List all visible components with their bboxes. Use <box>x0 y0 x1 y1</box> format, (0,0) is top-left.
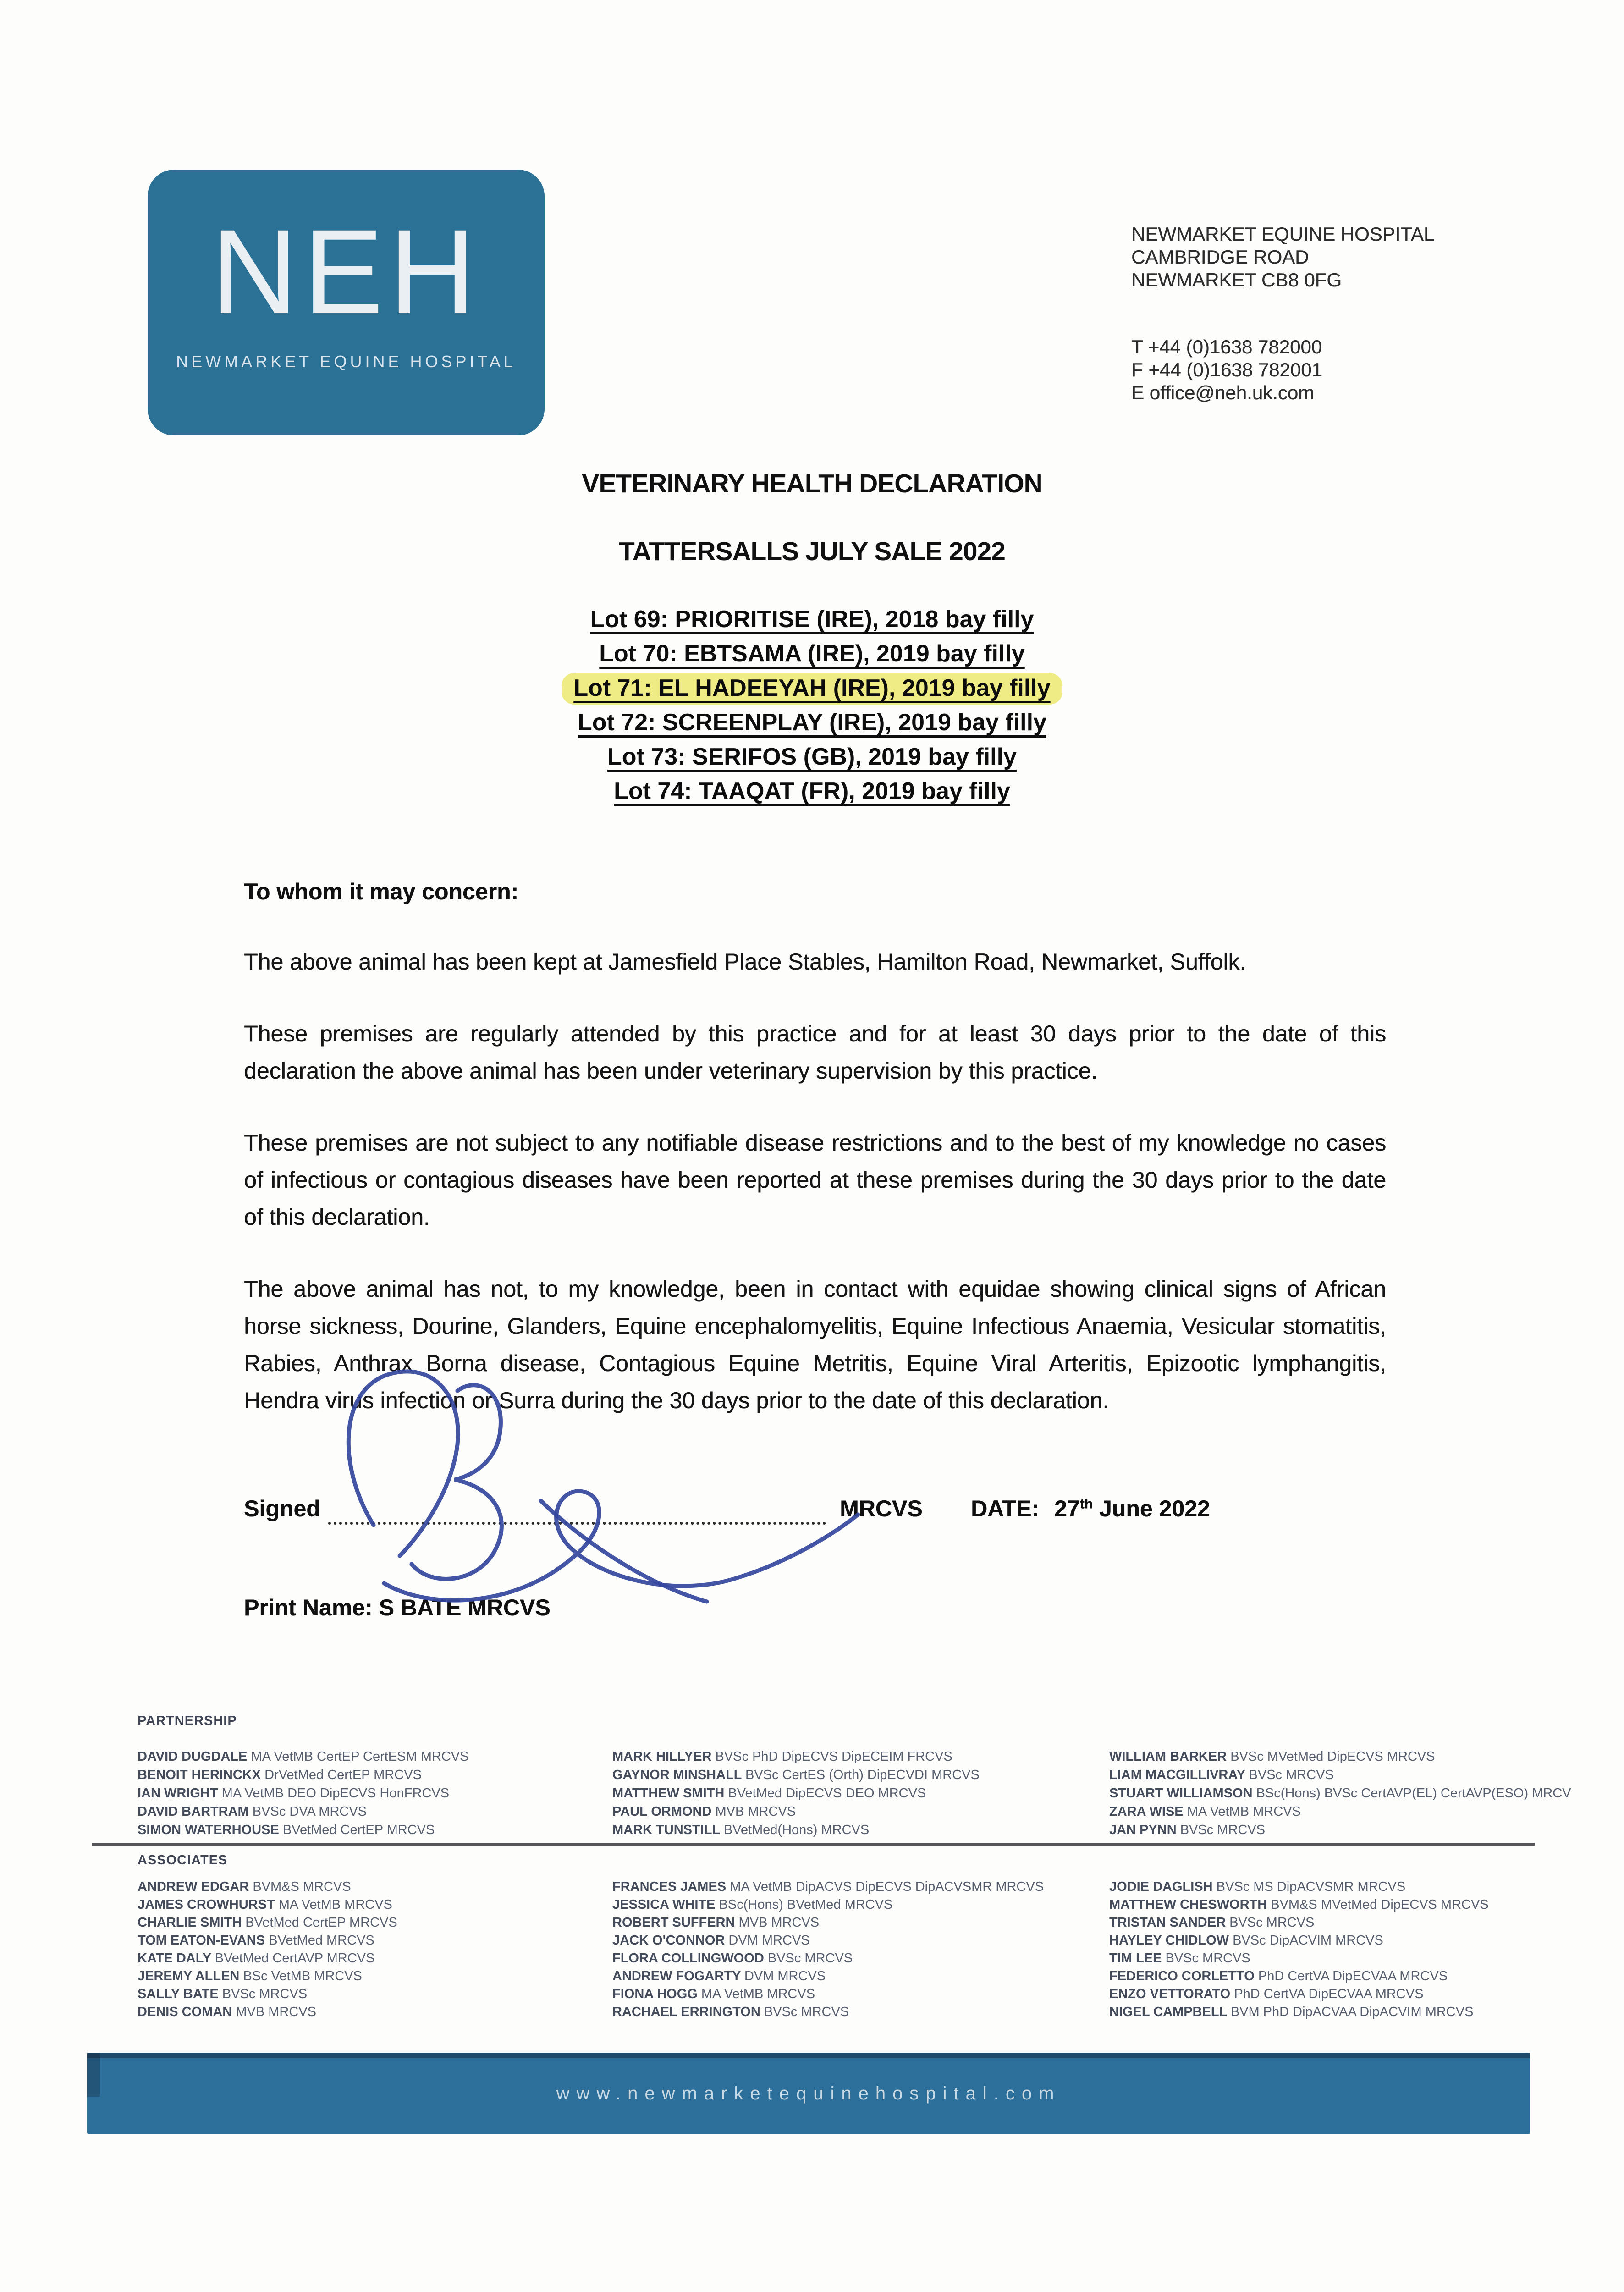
partnership-column-2 <box>612 1749 980 1841</box>
staff-member: DAVID DUGDALE MA VetMB CertEP CertESM MRCVS <box>138 1749 469 1764</box>
document-title: VETERINARY HEALTH DECLARATION <box>582 469 1042 498</box>
staff-member: MARK HILLYER BVSc PhD DipECVS DipECEIM FRCVS <box>612 1749 952 1764</box>
body-paragraph: These premises are regularly attended by this practice and for at least 30 days prior to the date of this declaration the above animal has been under veterinary supervision by this practice. <box>244 1021 1386 1084</box>
footer-website-url: www.newmarketequinehospital.com <box>556 2083 1061 2104</box>
staff-member: SALLY BATE BVSc MRCVS <box>138 1987 308 2001</box>
contact-block <box>1131 223 1434 404</box>
staff-member: JESSICA WHITE BSc(Hons) BVetMed MRCVS <box>612 1897 893 1912</box>
staff-member: FLORA COLLINGWOOD BVSc MRCVS <box>612 1951 853 1966</box>
lot-line <box>0 639 1624 673</box>
staff-member: DAVID BARTRAM BVSc DVA MRCVS <box>138 1804 367 1819</box>
partnership-heading: PARTNERSHIP <box>138 1713 237 1728</box>
staff-member: RACHAEL ERRINGTON BVSc MRCVS <box>612 2005 849 2019</box>
staff-member: MARK TUNSTILL BVetMed(Hons) MRCVS <box>612 1823 870 1837</box>
staff-member: TOM EATON-EVANS BVetMed MRCVS <box>138 1933 374 1948</box>
body-paragraph: These premises are not subject to any notifiable disease restrictions and to the best of my knowledge no cases of infectious or contagious diseases have been reported at these premises during the 30 days prior to the date of this declaration. <box>244 1130 1386 1230</box>
staff-member: JACK O'CONNOR DVM MRCVS <box>612 1933 810 1948</box>
staff-member: FRANCES JAMES MA VetMB DipACVS DipECVS DipACVSMR MRCVS <box>612 1879 1044 1894</box>
lot-line <box>0 707 1624 742</box>
associates-column-1 <box>138 1879 397 2022</box>
staff-member: WILLIAM BARKER BVSc MVetMed DipECVS MRCVS <box>1109 1749 1435 1764</box>
staff-member: ROBERT SUFFERN MVB MRCVS <box>612 1915 820 1930</box>
staff-member: SIMON WATERHOUSE BVetMed CertEP MRCVS <box>138 1823 435 1837</box>
staff-member: ZARA WISE MA VetMB MRCVS <box>1109 1804 1301 1819</box>
associates-heading: ASSOCIATES <box>138 1853 228 1868</box>
signature-stroke <box>348 1372 458 1556</box>
staff-member: LIAM MACGILLIVRAY BVSc MRCVS <box>1109 1768 1334 1782</box>
contact-address-line: NEWMARKET EQUINE HOSPITAL <box>1131 223 1435 245</box>
staff-member: IAN WRIGHT MA VetMB DEO DipECVS HonFRCVS <box>138 1786 450 1801</box>
neh-logo-subtitle: NEWMARKET EQUINE HOSPITAL <box>176 352 516 371</box>
staff-member: KATE DALY BVetMed CertAVP MRCVS <box>138 1951 375 1966</box>
staff-member: TIM LEE BVSc MRCVS <box>1109 1951 1250 1966</box>
lot-line <box>0 742 1624 776</box>
divider-rule <box>92 1843 1535 1846</box>
lot-line <box>0 673 1624 707</box>
lot-list <box>0 604 1624 810</box>
lot-text-highlighted: Lot 71: EL HADEEYAH (IRE), 2019 bay filly <box>562 673 1062 705</box>
staff-member: MATTHEW SMITH BVetMed DipECVS DEO MRCVS <box>612 1786 926 1801</box>
neh-logo-acronym: NEH <box>211 204 481 339</box>
date-value: 27th June 2022 <box>1054 1496 1210 1521</box>
staff-member: JAN PYNN BVSc MRCVS <box>1109 1823 1266 1837</box>
staff-member: DENIS COMAN MVB MRCVS <box>138 2005 316 2019</box>
staff-member: JODIE DAGLISH BVSc MS DipACVSMR MRCVS <box>1109 1879 1406 1894</box>
contact-phone-line: T +44 (0)1638 782000 <box>1131 336 1322 358</box>
contact-address-line: CAMBRIDGE ROAD <box>1131 246 1309 268</box>
associates-column-2 <box>612 1879 1044 2022</box>
body-paragraph: The above animal has been kept at Jamesfield Place Stables, Hamilton Road, Newmarket, Suffolk. <box>244 949 1246 975</box>
neh-logo <box>148 170 545 435</box>
staff-member: MATTHEW CHESWORTH BVM&S MVetMed DipECVS MRCVS <box>1109 1897 1489 1912</box>
staff-member: ANDREW EDGAR BVM&S MRCVS <box>138 1879 351 1894</box>
lot-text: Lot 72: SCREENPLAY (IRE), 2019 bay filly <box>578 709 1046 736</box>
signature-stroke <box>384 1491 858 1600</box>
document-subtitle: TATTERSALLS JULY SALE 2022 <box>619 537 1005 566</box>
partnership-column-3 <box>1109 1749 1571 1841</box>
contact-address-line: NEWMARKET CB8 0FG <box>1131 269 1342 291</box>
salutation: To whom it may concern: <box>244 879 519 904</box>
staff-member: CHARLIE SMITH BVetMed CertEP MRCVS <box>138 1915 397 1930</box>
lot-text: Lot 73: SERIFOS (GB), 2019 bay filly <box>607 744 1017 770</box>
body-paragraphs <box>244 943 1386 1419</box>
associates-column-3 <box>1109 1879 1489 2022</box>
staff-member: BENOIT HERINCKX DrVetMed CertEP MRCVS <box>138 1768 422 1782</box>
contact-email-line: E office@neh.uk.com <box>1131 382 1315 403</box>
staff-member: ENZO VETTORATO PhD CertVA DipECVAA MRCVS <box>1109 1987 1424 2001</box>
lot-line <box>0 604 1624 639</box>
signature-qualification: MRCVS <box>840 1496 923 1521</box>
staff-member: PAUL ORMOND MVB MRCVS <box>612 1804 796 1819</box>
lot-line <box>0 776 1624 810</box>
print-name: Print Name: S BATE MRCVS <box>244 1595 551 1620</box>
staff-member: NIGEL CAMPBELL BVM PhD DipACVAA DipACVIM MRCVS <box>1109 2005 1474 2019</box>
staff-member: JEREMY ALLEN BSc VetMB MRCVS <box>138 1969 362 1983</box>
staff-member: FIONA HOGG MA VetMB MRCVS <box>612 1987 815 2001</box>
partnership-column-1 <box>138 1749 468 1841</box>
handwritten-signature <box>293 1362 898 1624</box>
lot-text: Lot 70: EBTSAMA (IRE), 2019 bay filly <box>599 640 1025 667</box>
body-paragraph: The above animal has not, to my knowledge, been in contact with equidae showing clinical signs of African horse sickness, Dourine, Glanders, Equine encephalomyelitis, Equine Infectious Anaemia, Vesicular stomatitis, Rabies, Anthrax Borna disease, Contagious Equine Metritis, Equine Viral Arteritis, Epizootic lymphangitis, Hendra virus infection or Surra during the 30 days prior to the date of this declaration. <box>244 1276 1386 1413</box>
signed-label: Signed <box>244 1496 320 1521</box>
contact-fax-line: F +44 (0)1638 782001 <box>1131 359 1322 380</box>
staff-member: GAYNOR MINSHALL BVSc CertES (Orth) DipECVDI MRCVS <box>612 1768 980 1782</box>
staff-member: JAMES CROWHURST MA VetMB MRCVS <box>138 1897 392 1912</box>
staff-member: HAYLEY CHIDLOW BVSc DipACVIM MRCVS <box>1109 1933 1383 1948</box>
footer-bar <box>87 2053 1530 2134</box>
staff-member: FEDERICO CORLETTO PhD CertVA DipECVAA MRCVS <box>1109 1969 1448 1983</box>
date-label: DATE: <box>971 1496 1040 1521</box>
letter-body <box>244 878 1386 1419</box>
staff-member: TRISTAN SANDER BVSc MRCVS <box>1109 1915 1315 1930</box>
lot-text: Lot 69: PRIORITISE (IRE), 2018 bay filly <box>590 606 1034 633</box>
staff-member: STUART WILLIAMSON BSc(Hons) BVSc CertAVP(EL) CertAVP(ESO) MRCV <box>1109 1786 1571 1801</box>
lot-text: Lot 74: TAAQAT (FR), 2019 bay filly <box>614 778 1010 804</box>
staff-member: ANDREW FOGARTY DVM MRCVS <box>612 1969 826 1983</box>
